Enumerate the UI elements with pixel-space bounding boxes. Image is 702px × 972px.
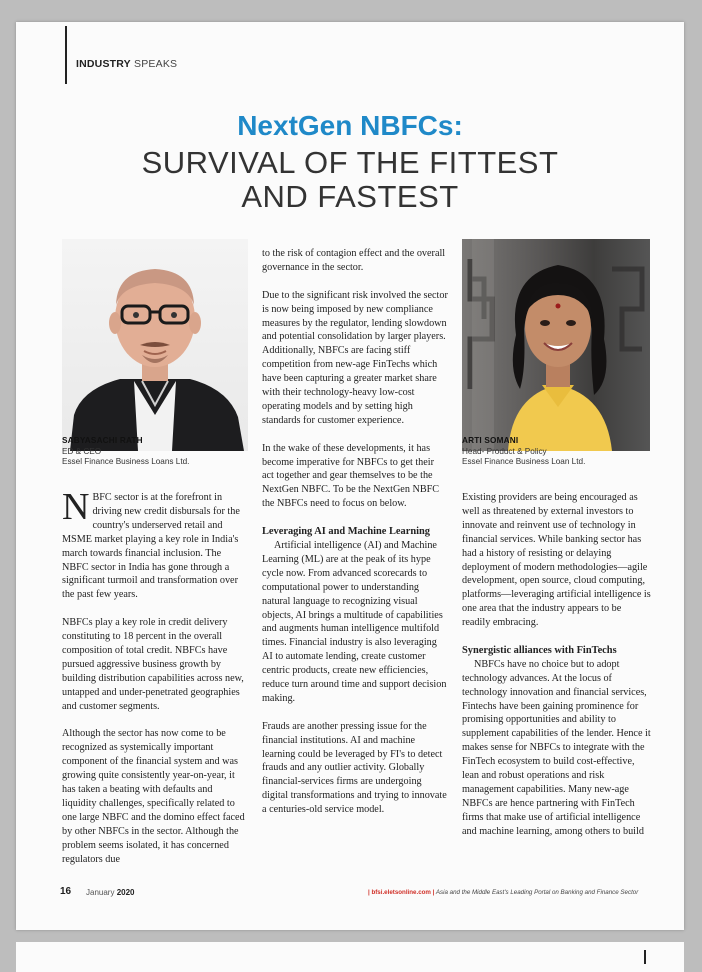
author2-photo <box>462 239 650 451</box>
paragraph: In the wake of these developments, it has become imperative for NBFCs to get their act together and gear themselves to be the NextGen NBFC. To be the NextGen NBFC the NBFCs need to focus on below. <box>262 442 440 510</box>
paragraph: NBFC sector is at the forefront in driving new credit disbursals for the country's underserved retail and MSME market playing a key role in India's march towards financial inclusion. The NBFC sector in India has gone through a significant turmoil and transformation over the past few years. <box>62 486 240 601</box>
author2-name: ARTI SOMANI <box>462 436 519 445</box>
article-title: NextGen NBFCs: <box>237 110 463 141</box>
column-middle <box>262 247 448 831</box>
paragraph: to the risk of contagion effect and the overall governance in the sector. <box>262 248 446 273</box>
section-rule <box>65 26 67 84</box>
subheading: Leveraging AI and Machine Learning <box>262 526 430 538</box>
author2-caption <box>462 436 585 468</box>
author1-photo <box>62 239 248 451</box>
author1-name: SABYASACHI RATH <box>62 436 143 445</box>
drop-cap: N <box>62 486 90 528</box>
footer-url: | bfsi.eletsonline.com | <box>368 889 435 896</box>
author1-caption <box>62 436 189 468</box>
author2-role: Head- Product & Policy <box>462 446 547 456</box>
paragraph: Frauds are another pressing issue for the financial institutions. AI and machine learning could be leveraged by FI's to detect frauds and any outlier activity. Globally financial-services firms are undergoing digital transformations and trying to innovate a centuries-old service model. <box>262 720 447 816</box>
column-right <box>462 491 652 853</box>
section-label: INDUSTRY SPEAKS <box>76 58 178 70</box>
subheading: Synergistic alliances with FinTechs <box>462 644 617 656</box>
next-page-edge <box>16 942 684 972</box>
paragraph: NBFCs play a key role in credit delivery constituting to 18 percent in the overall composition of total credit. NBFCs have pursued aggressive business growth by building distribution capabilities across new, untapped and under-penetrated geographies and customer segments. <box>62 617 244 712</box>
paragraph: Due to the significant risk involved the sector is now being imposed by new compliance measures by the regulator, lending slowdown and potential consolidation by larger players. Additionally, NBFCs are facing stiff competition from new-age FinTechs which have been capturing a greater market share with their technology-heavy low-cost operating models and by setting high standards for customer experience. <box>262 289 448 426</box>
author1-company: Essel Finance Business Loans Ltd. <box>62 457 190 466</box>
footer-tagline: | bfsi.eletsonline.com | Asia and the Middle East's Leading Portal on Banking and Finance Sector <box>368 889 639 896</box>
author1-role: ED & CEO <box>62 446 102 456</box>
column-left <box>62 486 248 880</box>
paragraph: Existing providers are being encouraged as well as threatened by external investors to innovate and reinvent use of technology in financial services. While banking sector has had a history of resisting or delaying deployment of modern methodologies—agile development, open source, cloud computing, platforms—leveraging artificial intelligence is one area that the industry appears to be readily embracing. <box>462 492 651 629</box>
paragraph: Artificial intelligence (AI) and Machine Learning (ML) are at the peak of its hype cycle now. From advanced scorecards to computational power to understanding natural language to recognizing visual objects, AI brings a multitude of capabilities and augments human intelligence multifold times. Financial industry is also leveraging AI to automate lending, create customer centric products, create new efficiencies, reduce turn around time and support decision making. <box>262 539 447 704</box>
magazine-page <box>16 22 684 930</box>
page-number: 16 <box>60 886 72 897</box>
paragraph: Although the sector has now come to be recognized as systemically important component of the financial system and was growing quite consistently year-on-year, it has taken a beating with defaults and liquidity challenges, specifically related to one large NBFC and the domino effect faced by other NBFCs in the sector. Although the problem seems isolated, it has concerned regulators due <box>62 728 245 865</box>
issue-date: January 2020 <box>86 888 135 897</box>
article-subtitle: SURVIVAL OF THE FITTEST AND FASTEST <box>141 145 559 214</box>
author2-company: Essel Finance Business Loan Ltd. <box>462 457 586 466</box>
paragraph: NBFCs have no choice but to adopt technology advances. At the locus of technology innovation and financial services, Fintechs have been gaining prominence for promising opportunities and ability to supplement capabilities of the lender. Hence it makes sense for NBFCs to integrate with the FinTech ecosystem to build cost-effective, lean and robust operations and risk management capabilities. Many new-age NBFCs are hence partnering with FinTech firms that make use of artificial intelligence and machine learning, among others to build <box>462 658 651 837</box>
